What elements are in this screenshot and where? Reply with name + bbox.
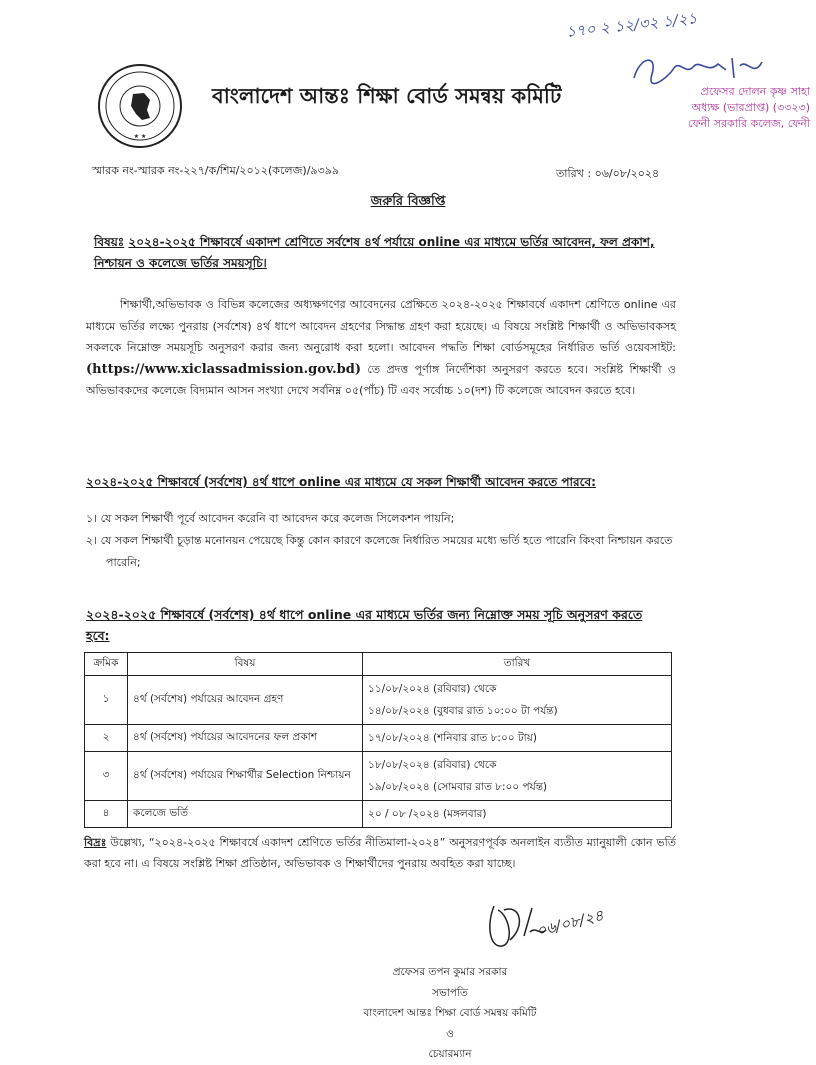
svg-text:★ ★: ★ ★ (133, 133, 147, 140)
memo-date: তারিখ : ০৬/০৮/২০২৪ (556, 167, 660, 180)
date-line: ১৪/০৮/২০২৪ (বুধবার রাত ১০:০০ টা পর্যন্ত) (368, 705, 558, 717)
signatory-block (300, 962, 600, 1065)
eligibility-heading: ২০২৪-২০২৫ শিক্ষাবর্ষে (সর্বশেষ) ৪র্থ ধাপে online এর মাধ্যমে যে সকল শিক্ষার্থী আবেদন করতে পারবে: (86, 475, 596, 489)
government-seal-logo (98, 64, 182, 148)
principal-stamp (596, 84, 810, 132)
stamp-college: ফেনী সরকারি কলেজ, ফেনী (688, 117, 810, 130)
signatory-title: সভাপতি (432, 986, 468, 999)
date-line: ১৮/০৮/২০২৪ (রবিবার) থেকে (368, 759, 497, 771)
cell-subject: ৪র্থ (সর্বশেষ) পর্যায়ের আবেদন গ্রহণ (128, 676, 363, 725)
schedule-heading: ২০২৪-২০২৫ শিক্ষাবর্ষে (সর্বশেষ) ৪র্থ ধাপে online এর মাধ্যমে ভর্তির জন্য নিম্নোক্ত সময় সূচি অনুসরণ করতে হবে: (86, 607, 643, 643)
cell-date: ২০ / ০৮ /২০২৪ (মঙ্গলবার) (363, 801, 672, 828)
subject-label: বিষয়ঃ (94, 235, 125, 249)
notice-title: জরুরি বিজ্ঞপ্তি (370, 194, 446, 209)
signature-date: ০৬/০৮/২৪ (534, 906, 606, 941)
signatory-name: প্রফেসর তপন কুমার সরকার (392, 966, 508, 978)
cell-date (363, 676, 672, 725)
table-row (85, 801, 672, 828)
cell-serial: ৩ (85, 752, 128, 801)
admission-website-link[interactable]: (https://www.xiclassadmission.gov.bd) (86, 361, 362, 377)
note-paragraph (84, 832, 676, 874)
schedule-table (84, 652, 672, 828)
note-label: বিদ্রঃ (84, 836, 107, 849)
column-header-subject: বিষয় (128, 653, 363, 676)
table-row (85, 676, 672, 725)
stamp-name: প্রফেসর দোলন কৃষ্ণ সাহা (700, 85, 810, 98)
subject-line (94, 232, 678, 274)
cell-serial: ১ (85, 676, 128, 725)
note-text: উল্লেখ্য, “২০২৪-২০২৫ শিক্ষাবর্ষে একাদশ শ্রেণিতে ভর্তির নীতিমালা-২০২৪” অনুসরণপূর্বক অনলাইন ব্যতীত ম্যানুয়ালী কোন ভর্তি করা হবে না। এ বিষয়ে সংশ্লিষ্ট শিক্ষা প্রতিষ্ঠান, অভিভাবক ও শিক্ষার্থীদের পুনরায় অবহিত করা যাচ্ছে। (84, 836, 676, 870)
cell-subject: ৪র্থ (সর্বশেষ) পর্যায়ের শিক্ষার্থীর Selection নিশ্চায়ন (128, 752, 363, 801)
principal-signature (628, 48, 778, 88)
eligibility-list (86, 508, 686, 574)
signatory-organization: বাংলাদেশ আন্তঃ শিক্ষা বোর্ড সমন্বয় কমিটি (363, 1007, 537, 1019)
stamp-title: অধ্যক্ষ (ভারপ্রাপ্ত) (৩৩২৩) (691, 101, 810, 114)
handwritten-note: ১৭০ ২ ১২/৩২ ১/২১ (565, 9, 699, 41)
subject-text: ২০২৪-২০২৫ শিক্ষাবর্ষে একাদশ শ্রেণিতে সর্বশেষ ৪র্থ পর্যায়ে online এর মাধ্যমে ভর্তির আবেদন, ফল প্রকাশ, নিশ্চায়ন ও কলেজে ভর্তির সময়সূচি। (94, 235, 655, 270)
table-row (85, 725, 672, 752)
cell-date: ১৭/০৮/২০২৪ (শনিবার রাত ৮:০০ টায়) (363, 725, 672, 752)
body-paragraph (86, 294, 676, 402)
cell-subject: কলেজে ভর্তি (128, 801, 363, 828)
cell-subject: ৪র্থ (সর্বশেষ) পর্যায়ের আবেদনের ফল প্রকাশ (128, 725, 363, 752)
signatory-title-2: চেয়ারম্যান (428, 1048, 472, 1060)
cell-date (363, 752, 672, 801)
list-item: ১। যে সকল শিক্ষার্থী পূর্বে আবেদন করেনি বা আবেদন করে কলেজ সিলেকশন পায়নি; (86, 512, 455, 525)
body-text-1: শিক্ষার্থী,অভিভাবক ও বিভিন্ন কলেজের অধ্যক্ষগণের আবেদনের প্রেক্ষিতে ২০২৪-২০২৫ শিক্ষাবর্ষে একাদশ শ্রেণিতে online এর মাধ্যমে ভর্তির লক্ষ্যে পুনরায় (সর্বশেষ) ৪র্থ ধাপে আবেদন গ্রহণের সিদ্ধান্ত গ্রহণ করা হয়েছে। এ বিষয়ে সংশ্লিষ্ট শিক্ষার্থী ও অভিভাবকসহ সকলকে নিম্নোক্ত সময়সূচি অনুসরণ করার জন্য অনুরোধ করা হলো। আবেদন পদ্ধতি শিক্ষা বোর্ডসমূহের নির্ধারিত ভর্তি ওয়েবসাইট: (86, 298, 676, 354)
organization-title: বাংলাদেশ আন্তঃ শিক্ষা বোর্ড সমন্বয় কমিটি (212, 84, 562, 108)
date-line: ১১/০৮/২০২৪ (রবিবার) থেকে (368, 683, 497, 695)
date-line: ১৯/০৮/২০২৪ (সোমবার রাত ৮:০০ পর্যন্ত) (368, 781, 548, 793)
signatory-conjunction: ও (446, 1027, 454, 1040)
list-item: ২। যে সকল শিক্ষার্থী চূড়ান্ত মনোনয়ন পেয়েছে কিন্তু কোন কারণে কলেজে নির্ধারিত সময়ের মধ্যে ভর্তি হতে পারেনি কিংবা নিশ্চায়ন করতে পারেনি; (86, 534, 673, 569)
table-header-row (85, 653, 672, 676)
column-header-date: তারিখ (363, 653, 672, 676)
table-row (85, 752, 672, 801)
column-header-serial: ক্রমিক (85, 653, 128, 676)
body-text-2: তে প্রদত্ত পূর্ণাঙ্গ নির্দেশিকা অনুসরণ করতে হবে। সংশ্লিষ্ট শিক্ষার্থী ও অভিভাবকদের কলেজে বিদ্যমান আসন সংখ্যা দেখে সর্বনিম্ন ০৫(পাঁচ) টি এবং সর্বোচ্চ ১০(দশ) টি কলেজে আবেদন করতে হবে। (86, 362, 676, 397)
memo-reference: স্মারক নং-স্মারক নং-২২৭/ক/শিম/২০১২(কলেজ)/৯৩৯৯ (92, 164, 339, 177)
cell-serial: ২ (85, 725, 128, 752)
cell-serial: ৪ (85, 801, 128, 828)
